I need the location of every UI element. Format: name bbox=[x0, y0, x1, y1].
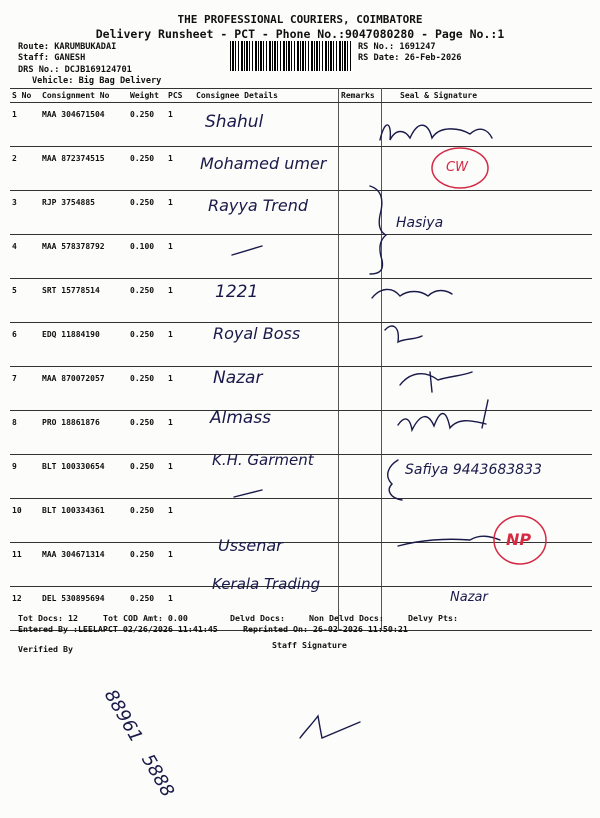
cell-consignment: RJP 3754885 bbox=[40, 191, 128, 235]
signature-row-11 bbox=[398, 536, 500, 546]
cell-consignment: BLT 100330654 bbox=[40, 455, 128, 499]
stamp-2-text: NP bbox=[506, 530, 532, 549]
signature-row-1 bbox=[380, 125, 492, 140]
hw-margin-numbers: 88961 5888 bbox=[99, 686, 179, 801]
cell-weight: 0.250 bbox=[128, 543, 166, 587]
hw-consignee-1: Shahul bbox=[205, 112, 264, 132]
hw-consignee-7: Nazar bbox=[213, 368, 263, 388]
cell-pcs: 1 bbox=[166, 103, 194, 147]
cell-pcs: 1 bbox=[166, 367, 194, 411]
delvy-pts: Delvy Pts: bbox=[408, 613, 458, 623]
reprinted-on: Reprinted On: 26-02-2026 11:50:21 bbox=[243, 624, 408, 634]
cell-weight: 0.100 bbox=[128, 235, 166, 279]
cell-weight: 0.250 bbox=[128, 587, 166, 631]
hw-consignee-3: Rayya Trend bbox=[208, 196, 308, 215]
cell-sno: 8 bbox=[10, 411, 40, 455]
checkmark-bottom bbox=[300, 716, 360, 738]
cell-weight: 0.250 bbox=[128, 147, 166, 191]
non-delvd-docs: Non Delvd Docs: bbox=[309, 613, 384, 623]
cell-sno: 11 bbox=[10, 543, 40, 587]
cell-sno: 4 bbox=[10, 235, 40, 279]
signature-row-8 bbox=[398, 400, 488, 430]
signature-row-6 bbox=[385, 326, 422, 342]
hw-consignee-6: Royal Boss bbox=[213, 324, 301, 343]
bracket-group bbox=[370, 186, 386, 274]
cell-consignment: MAA 304671504 bbox=[40, 103, 128, 147]
cell-consignment: DEL 530895694 bbox=[40, 587, 128, 631]
cell-pcs: 1 bbox=[166, 191, 194, 235]
cell-pcs: 1 bbox=[166, 279, 194, 323]
cell-weight: 0.250 bbox=[128, 191, 166, 235]
cell-weight: 0.250 bbox=[128, 279, 166, 323]
cell-weight: 0.250 bbox=[128, 455, 166, 499]
cell-consignment: MAA 870072057 bbox=[40, 367, 128, 411]
delvd-docs: Delvd Docs: bbox=[230, 613, 285, 623]
cell-consignment: PRO 18861876 bbox=[40, 411, 128, 455]
col-remarks: Remarks bbox=[339, 89, 382, 103]
cell-consignment: MAA 304671314 bbox=[40, 543, 128, 587]
cell-sno: 3 bbox=[10, 191, 40, 235]
col-pcs: PCS bbox=[166, 89, 194, 103]
cell-sno: 10 bbox=[10, 499, 40, 543]
cell-pcs: 1 bbox=[166, 543, 194, 587]
cell-pcs: 1 bbox=[166, 587, 194, 631]
col-weight: Weight bbox=[128, 89, 166, 103]
tot-cod-amt: Tot COD Amt: 0.00 bbox=[103, 613, 188, 623]
cell-weight: 0.250 bbox=[128, 367, 166, 411]
hw-group-signature: Hasiya bbox=[396, 215, 444, 231]
cell-pcs: 1 bbox=[166, 147, 194, 191]
signature-row-7 bbox=[400, 372, 472, 392]
cell-weight: 0.250 bbox=[128, 323, 166, 367]
cell-consignment: MAA 872374515 bbox=[40, 147, 128, 191]
cell-pcs: 1 bbox=[166, 323, 194, 367]
checkmark-row-10 bbox=[234, 490, 262, 497]
col-consignee: Consignee Details bbox=[194, 89, 339, 103]
stamp-1-text: CW bbox=[446, 160, 468, 175]
col-seal: Seal & Signature bbox=[382, 89, 593, 103]
cell-sno: 9 bbox=[10, 455, 40, 499]
cell-sno: 5 bbox=[10, 279, 40, 323]
hw-consignee-11: Ussenar bbox=[218, 536, 283, 555]
cell-consignment: MAA 578378792 bbox=[40, 235, 128, 279]
cell-pcs: 1 bbox=[166, 499, 194, 543]
rs-date: RS Date: 26-Feb-2026 bbox=[358, 53, 462, 63]
cell-pcs: 1 bbox=[166, 411, 194, 455]
tot-docs: Tot Docs: 12 bbox=[18, 613, 78, 623]
signature-row-5 bbox=[372, 289, 452, 298]
hw-consignee-8: Almass bbox=[210, 408, 272, 428]
hw-consignee-5: 1221 bbox=[215, 282, 259, 302]
cell-pcs: 1 bbox=[166, 235, 194, 279]
checkmark-row-4 bbox=[232, 246, 262, 255]
cell-sno: 12 bbox=[10, 587, 40, 631]
cell-weight: 0.250 bbox=[128, 103, 166, 147]
cell-sno: 2 bbox=[10, 147, 40, 191]
rs-number: RS No.: 1691247 bbox=[358, 42, 436, 52]
route-label: Route: KARUMBUKADAI bbox=[18, 42, 117, 52]
cell-sno: 6 bbox=[10, 323, 40, 367]
hw-consignee-12: Kerala Trading bbox=[212, 575, 321, 593]
cell-weight: 0.250 bbox=[128, 499, 166, 543]
cell-pcs: 1 bbox=[166, 455, 194, 499]
cell-weight: 0.250 bbox=[128, 411, 166, 455]
verified-by: Verified By bbox=[18, 644, 73, 654]
vehicle-label: Vehicle: Big Bag Delivery bbox=[32, 76, 162, 86]
col-consignment: Consignment No bbox=[40, 89, 128, 103]
cell-consignment: EDQ 11884190 bbox=[40, 323, 128, 367]
drs-number: DRS No.: DCJB169124701 bbox=[18, 65, 132, 75]
hw-phone-note: Safiya 9443683833 bbox=[405, 462, 542, 478]
runsheet-title: Delivery Runsheet - PCT - Phone No.:9047080280 - Page No.:1 bbox=[95, 27, 505, 41]
cell-sno: 1 bbox=[10, 103, 40, 147]
hw-consignee-9: K.H. Garment bbox=[212, 451, 314, 469]
company-name: THE PROFESSIONAL COURIERS, COIMBATORE bbox=[177, 13, 423, 26]
entered-by: Entered By :LEELAPCT 02/26/2026 11:41:45 bbox=[18, 624, 218, 634]
hw-bottom-note: Nazar bbox=[450, 590, 488, 605]
staff-signature: Staff Signature bbox=[272, 640, 347, 650]
hw-consignee-2: Mohamed umer bbox=[200, 154, 327, 173]
staff-label: Staff: GANESH bbox=[18, 53, 86, 63]
bracket-group-2 bbox=[388, 460, 402, 500]
cell-consignment: SRT 15778514 bbox=[40, 279, 128, 323]
cell-consignment: BLT 100334361 bbox=[40, 499, 128, 543]
col-sno: S No bbox=[10, 89, 40, 103]
cell-sno: 7 bbox=[10, 367, 40, 411]
